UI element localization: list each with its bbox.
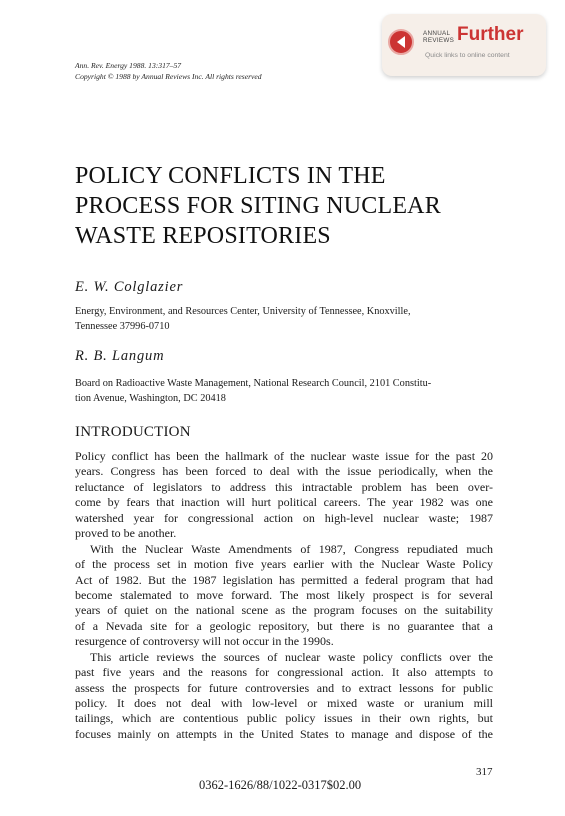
- body-line: of a Nevada site for a geologic repository, but there is no guarantee that a: [75, 618, 493, 633]
- body-line: This article reviews the sources of nuclear waste policy conflicts over the: [90, 649, 493, 664]
- annual-reviews-logo-text: [423, 30, 454, 44]
- body-line: proved to be another.: [75, 526, 177, 541]
- body-line: of the process set in motion five years earlier with the Nuclear Waste Policy: [75, 557, 493, 572]
- affiliation-line: tion Avenue, Washington, DC 20418: [75, 393, 226, 404]
- body-line: years. Congress has been forced to deal with the issue periodically, when the: [75, 464, 493, 479]
- affiliation-line: Tennessee 37996-0710: [75, 321, 170, 332]
- play-arrow-icon: [388, 29, 414, 55]
- badge-subtitle: Quick links to online content: [425, 52, 510, 59]
- body-line: years of quiet on the national scene as the program focuses on the suitability: [75, 603, 493, 618]
- body-line: resurgence of controversy will not occur in the 1990s.: [75, 634, 334, 649]
- page-number: 317: [476, 766, 493, 778]
- copyright-notice: Copyright © 1988 by Annual Reviews Inc. All rights reserved: [75, 72, 262, 81]
- body-line: past five years and the reasons for congressional action. It also attempts to: [75, 665, 493, 680]
- body-line: become stalemated to move forward. The most likely prospect is for several: [75, 587, 493, 602]
- body-line: watershed year for congressional action on high-level nuclear waste; 1987: [75, 510, 493, 525]
- author-affiliation: [75, 304, 493, 334]
- body-line: policy. It does not deal with low-level or mixed waste or uranium mill: [75, 696, 493, 710]
- badge-further-label: Further: [457, 24, 524, 45]
- affiliation-line: Board on Radioactive Waste Management, National Research Council, 2101 Constitu-: [75, 378, 432, 389]
- title-line: WASTE REPOSITORIES: [75, 223, 331, 249]
- author-affiliation: [75, 376, 493, 406]
- title-line: PROCESS FOR SITING NUCLEAR: [75, 193, 441, 219]
- body-text: [75, 449, 493, 742]
- affiliation-line: Energy, Environment, and Resources Center, University of Tennessee, Knoxville,: [75, 306, 411, 317]
- badge-reviews-label: REVIEWS: [423, 37, 455, 44]
- article-title: [75, 161, 515, 251]
- journal-citation: Ann. Rev. Energy 1988. 13:317–57: [75, 61, 182, 70]
- badge-annual-label: ANNUAL: [423, 30, 451, 37]
- body-line: With the Nuclear Waste Amendments of 1987, Congress repudiated much: [90, 541, 493, 556]
- annual-reviews-further-badge[interactable]: [382, 14, 546, 76]
- body-line: Policy conflict has been the hallmark of the nuclear waste issue for the past 20: [75, 449, 493, 463]
- title-line: POLICY CONFLICTS IN THE: [75, 163, 386, 189]
- price-code: 0362-1626/88/1022-0317$02.00: [199, 778, 362, 792]
- section-heading: INTRODUCTION: [75, 424, 191, 440]
- body-line: assess the prospects for future controversies and to extract lessons for public: [75, 680, 493, 695]
- citation-block: [75, 60, 262, 82]
- body-line: come by fears that inaction will hurt political careers. The year 1982 was one: [75, 495, 493, 510]
- body-line: focuses mainly on attempts in the United States to manage and dispose of the: [75, 726, 493, 741]
- body-line: tailings, which are contentious public policy issues in their own rights, but: [75, 711, 493, 726]
- author-name: E. W. Colglazier: [75, 279, 184, 295]
- author-name: R. B. Langum: [75, 348, 165, 364]
- body-line: Act of 1982. But the 1987 legislation has permitted a federal program that had: [75, 572, 493, 587]
- body-line: reluctance of legislators to address this intractable problem has been over-: [75, 479, 493, 494]
